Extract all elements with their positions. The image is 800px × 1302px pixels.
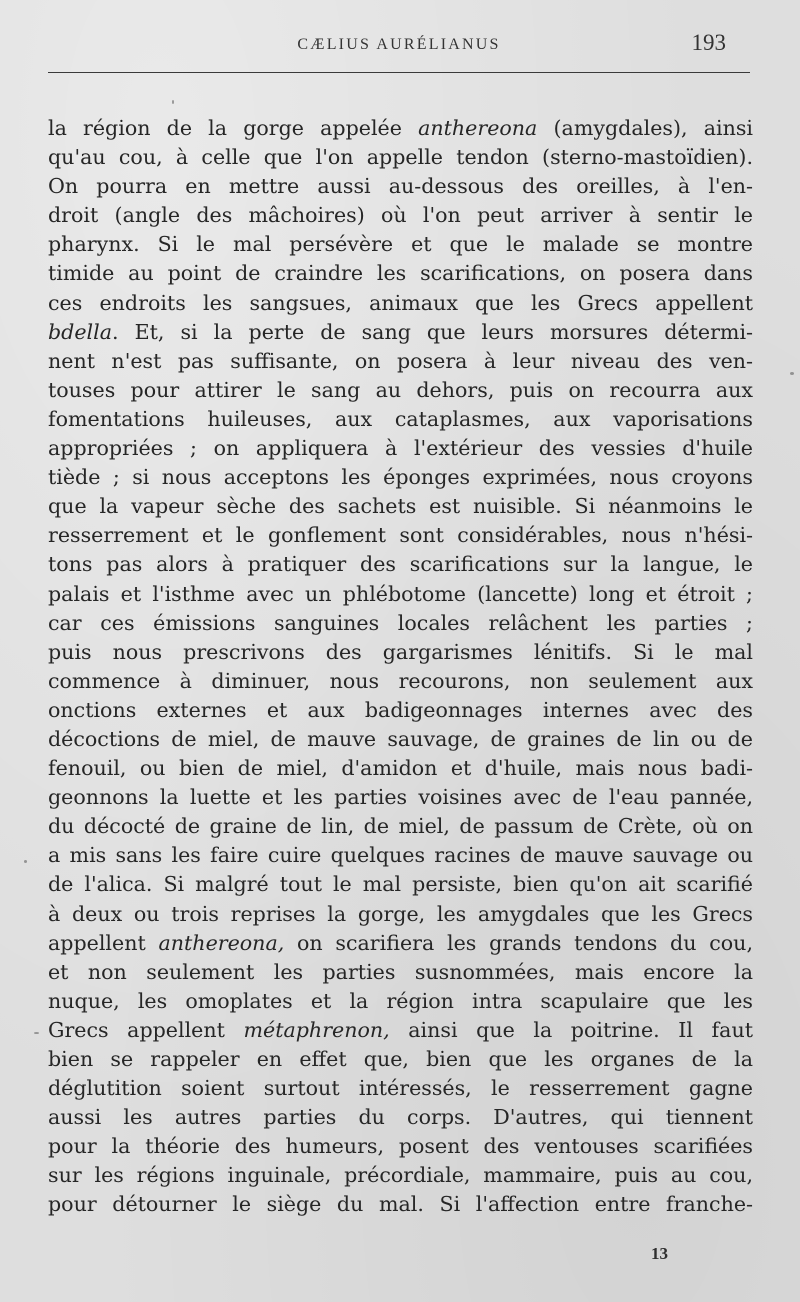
signature-mark: 13 [651,1244,668,1263]
text-line: commence à diminuer, nous recourons, non seulement aux [48,668,753,693]
running-head [46,30,752,62]
text-line: onctions externes et aux badigeonnages internes avec des [48,697,753,722]
text-line: puis nous prescrivons des gargarismes lénitifs. Si le mal [48,639,753,664]
text-line: de l'alica. Si malgré tout le mal persiste, bien qu'on ait scarifié [48,872,753,897]
text-line: car ces émissions sanguines locales relâchent les parties ; [48,610,753,635]
text-line: pour la théorie des humeurs, posent des ventouses scarifiées [48,1134,753,1159]
page-number: 193 [691,30,726,55]
text-line: fomentations huileuses, aux cataplasmes, aux vaporisations [48,406,753,431]
text-line: tons pas alors à pratiquer des scarifications sur la langue, le [48,552,753,577]
text-line: touses pour attirer le sang au dehors, puis on recourra aux [48,377,753,402]
text-line: nent n'est pas suffisante, on posera à leur niveau des ven- [48,348,753,373]
text-line: qu'au cou, à celle que l'on appelle tendon (sterno-mastoïdien). [48,145,753,170]
text-line: ces endroits les sangsues, animaux que les Grecs appellent [48,290,753,315]
text-line: pour détourner le siège du mal. Si l'affection entre franche- [48,1192,753,1217]
text-line: geonnons la luette et les parties voisines avec de l'eau pannée, [48,785,753,810]
text-line: décoctions de miel, de mauve sauvage, de graines de lin ou de [48,726,753,751]
header-rule [48,72,750,73]
text-line: nuque, les omoplates et la région intra scapulaire que les [48,988,753,1013]
text-line: droit (angle des mâchoires) où l'on peut arriver à sentir le [48,203,753,228]
paper-speck [24,860,27,863]
text-line: pharynx. Si le mal persévère et que le malade se montre [48,232,753,257]
text-line: et non seulement les parties susnommées, mais encore la [48,959,753,984]
text-line: appellent anthereona, on scarifiera les grands tendons du cou, [48,930,753,955]
italic-term: anthereona, [158,930,285,955]
italic-term: métaphrenon, [243,1017,390,1042]
text-line: bdella. Et, si la perte de sang que leurs morsures détermi- [48,319,753,344]
text-line: que la vapeur sèche des sachets est nuisible. Si néanmoins le [48,494,753,519]
text-line: aussi les autres parties du corps. D'autres, qui tiennent [48,1105,753,1130]
text-line: tiède ; si nous acceptons les éponges exprimées, nous croyons [48,465,753,490]
italic-term: anthereona [418,116,538,140]
text-line: a mis sans les faire cuire quelques racines de mauve sauvage ou [48,843,753,868]
body-text [48,114,753,1220]
text-line: timide au point de craindre les scarifications, on posera dans [48,261,753,286]
text-line: palais et l'isthme avec un phlébotome (lancette) long et étroit ; [48,581,753,606]
paper-speck [34,1032,39,1034]
text-line: à deux ou trois reprises la gorge, les amygdales que les Grecs [48,901,753,926]
text-line: du décocté de graine de lin, de miel, de passum de Crète, où on [48,814,753,839]
text-line: déglutition soient surtout intéressés, le resserrement gagne [48,1076,753,1101]
text-line: fenouil, ou bien de miel, d'amidon et d'huile, mais nous badi- [48,756,753,781]
text-line: la région de la gorge appelée anthereona (amygdales), ainsi [48,116,753,140]
text-line: bien se rappeler en effet que, bien que les organes de la [48,1047,753,1071]
running-title: CÆLIUS AURÉLIANUS [297,36,501,53]
text-line: Grecs appellent métaphrenon, ainsi que la poitrine. Il faut [48,1017,753,1042]
text-line: resserrement et le gonflement sont considérables, nous n'hési- [48,523,753,548]
text-line: appropriées ; on appliquera à l'extérieur des vessies d'huile [48,436,753,461]
text-line: sur les régions inguinale, précordiale, mammaire, puis au cou, [48,1163,753,1188]
italic-term: bdella [48,319,113,344]
text-line: On pourra en mettre aussi au-dessous des oreilles, à l'en- [48,174,753,199]
paper-speck [790,372,794,375]
paper-speck [172,100,174,104]
